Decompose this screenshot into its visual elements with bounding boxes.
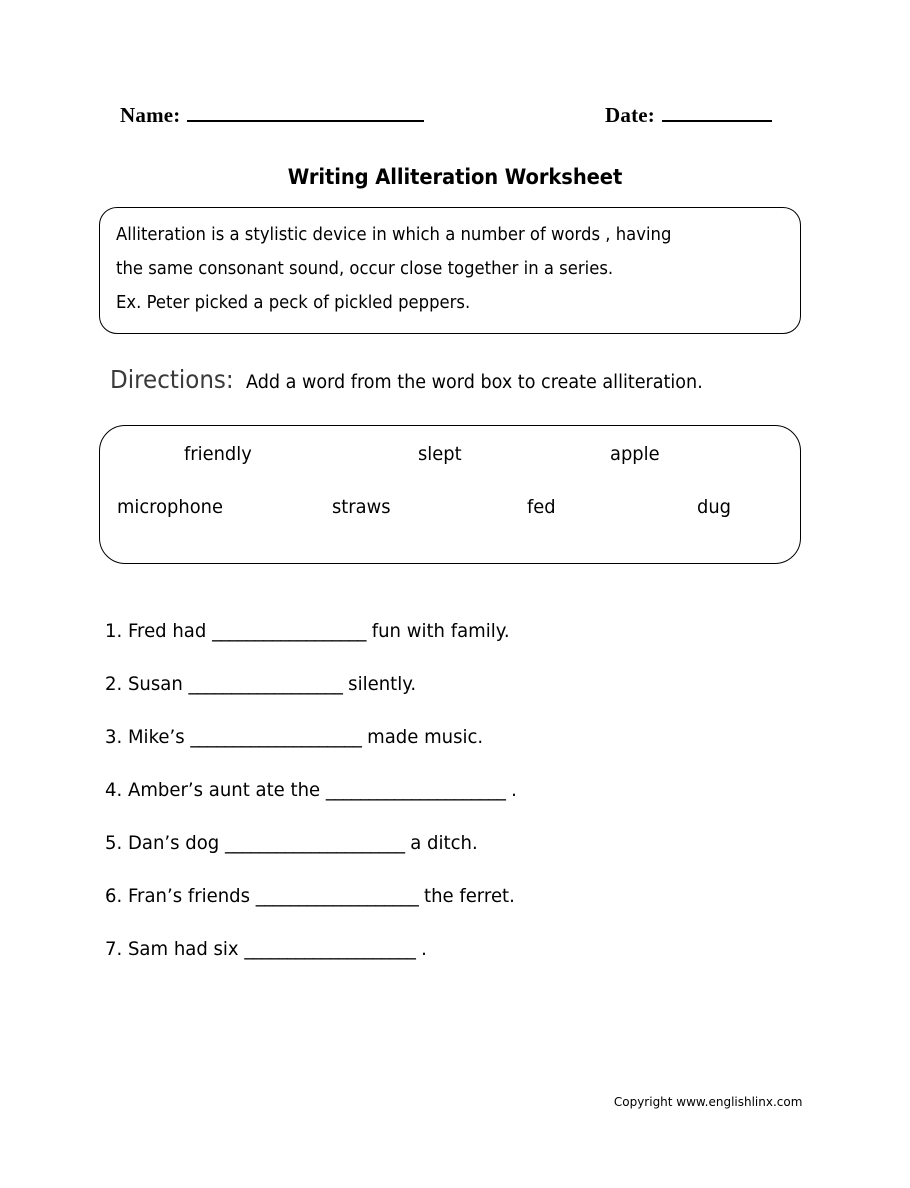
question-item — [105, 882, 827, 935]
question-blank[interactable]: __________________ — [188, 673, 343, 695]
question-text-after: fun with family. — [371, 620, 510, 642]
date-input-line[interactable] — [662, 103, 772, 122]
date-field-group — [605, 103, 772, 127]
word-bank-item: dug — [697, 496, 732, 518]
directions-row — [110, 366, 727, 394]
name-date-row — [0, 103, 910, 137]
question-item — [105, 617, 827, 670]
question-number: 7. — [105, 938, 123, 960]
question-text-after: made music. — [367, 726, 484, 748]
name-input-line[interactable] — [187, 103, 424, 122]
question-item — [105, 670, 827, 723]
question-text-before: Susan — [127, 673, 183, 695]
question-item — [105, 935, 827, 988]
question-text-after: . — [421, 938, 427, 960]
question-number: 1. — [105, 620, 123, 642]
definition-text-block — [116, 218, 790, 320]
question-blank[interactable]: ____________________ — [190, 726, 362, 748]
question-text-after: . — [511, 779, 517, 801]
date-label: Date: — [605, 103, 655, 127]
word-bank-item: fed — [527, 496, 556, 518]
definition-box — [99, 207, 801, 334]
question-text-before: Dan’s dog — [127, 832, 220, 854]
question-text-after: a ditch. — [410, 832, 478, 854]
question-blank[interactable]: __________________ — [212, 620, 366, 642]
word-bank-box — [99, 425, 801, 564]
word-bank-item: slept — [418, 443, 462, 465]
question-text-before: Mike’s — [127, 726, 185, 748]
word-bank-item: friendly — [184, 443, 252, 465]
copyright-notice: Copyright www.englishlinx.com — [613, 1094, 802, 1109]
question-number: 4. — [105, 779, 123, 801]
name-field-group — [120, 103, 424, 127]
question-blank[interactable]: ____________________ — [244, 938, 416, 960]
word-bank-item: microphone — [117, 496, 223, 518]
question-number: 6. — [105, 885, 123, 907]
word-bank-item: apple — [610, 443, 660, 465]
question-text-before: Amber’s aunt ate the — [127, 779, 321, 801]
question-list — [105, 617, 865, 988]
word-bank-item: straws — [332, 496, 391, 518]
question-item — [105, 829, 827, 882]
question-number: 5. — [105, 832, 123, 854]
question-item — [105, 776, 827, 829]
question-blank[interactable]: _____________________ — [325, 779, 506, 801]
question-blank[interactable]: _____________________ — [224, 832, 405, 854]
word-bank-row-1 — [100, 441, 802, 471]
question-blank[interactable]: ___________________ — [255, 885, 419, 907]
word-bank-row-2 — [100, 494, 802, 524]
question-text-before: Sam had six — [127, 938, 239, 960]
question-text-before: Fred had — [127, 620, 207, 642]
definition-line-3: Ex. Peter picked a peck of pickled peppers. — [116, 293, 471, 313]
question-item — [105, 723, 827, 776]
page-title: Writing Alliteration Worksheet — [287, 165, 623, 189]
question-text-after: silently. — [348, 673, 417, 695]
question-number: 2. — [105, 673, 123, 695]
question-text-after: the ferret. — [423, 885, 515, 907]
name-label: Name: — [120, 103, 181, 127]
definition-line-1: Alliteration is a stylistic device in which a number of words , having — [116, 225, 672, 245]
directions-label: Directions: — [110, 365, 234, 394]
directions-text: Add a word from the word box to create alliteration. — [246, 372, 704, 393]
question-text-before: Fran’s friends — [127, 885, 251, 907]
question-number: 3. — [105, 726, 123, 748]
definition-line-2: the same consonant sound, occur close together in a series. — [116, 259, 614, 279]
